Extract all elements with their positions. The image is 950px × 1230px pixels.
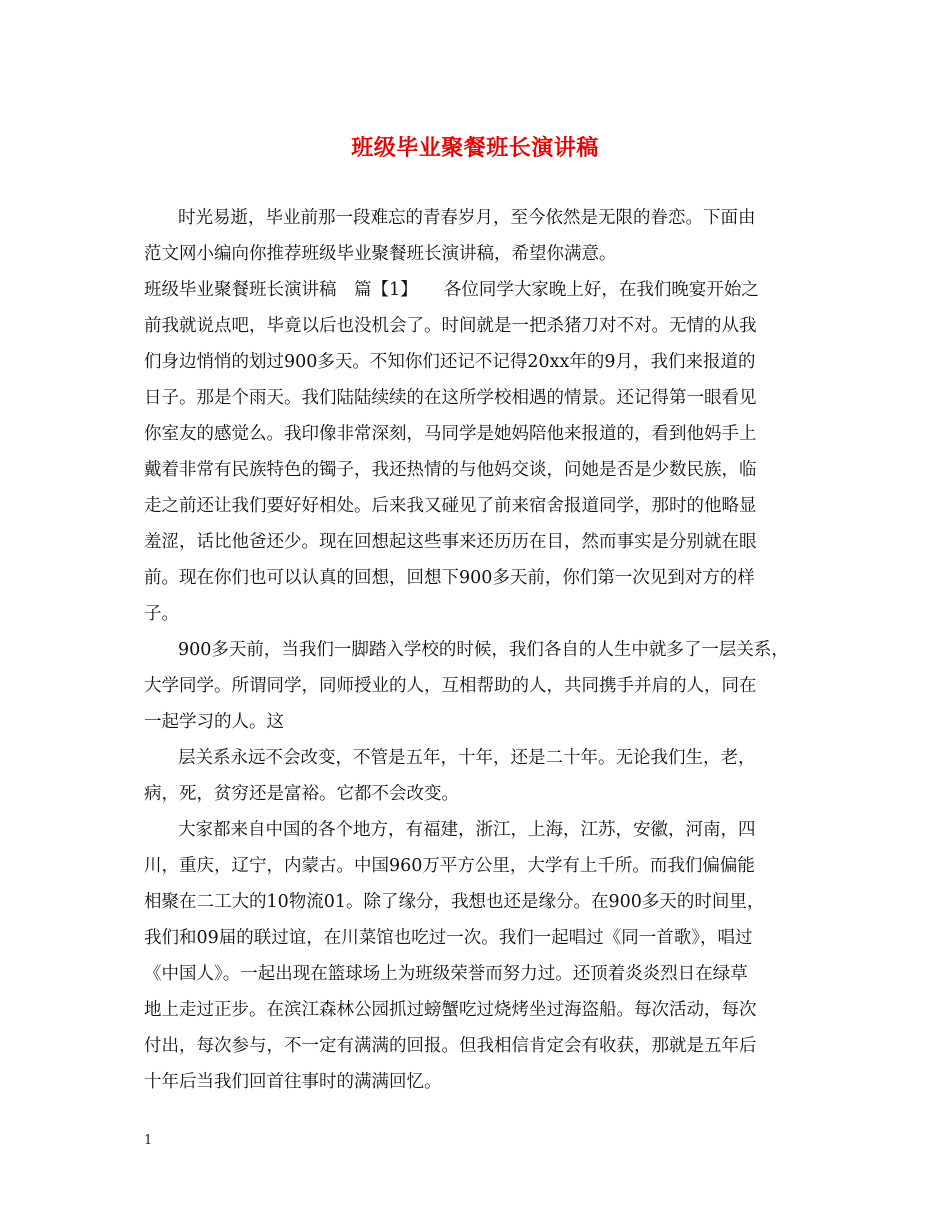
body-line: 戴着非常有民族特色的镯子，我还热情的与他妈交谈，问她是否是少数民族，临	[144, 460, 757, 480]
body-line: 层关系永远不会改变，不管是五年，十年，还是二十年。无论我们生，老，	[178, 748, 756, 768]
body-line: 走之前还让我们要好好相处。后来我又碰见了前来宿舍报道同学，那时的他略显	[144, 496, 757, 516]
body-line: 们身边悄悄的划过900多天。不知你们还记不记得20xx年的9月，我们来报道的	[144, 352, 756, 372]
body-line: 时光易逝，毕业前那一段难忘的青春岁月，至今依然是无限的眷恋。下面由	[178, 208, 756, 228]
document-title: 班级毕业聚餐班长演讲稿	[351, 135, 599, 161]
body-line: 付出，每次参与，不一定有满满的回报。但我相信肯定会有收获，那就是五年后	[144, 1036, 757, 1056]
body-line: 前我就说点吧，毕竟以后也没机会了。时间就是一把杀猪刀对不对。无情的从我	[144, 316, 757, 336]
body-line: 病，死，贫穷还是富裕。它都不会改变。	[144, 784, 459, 804]
body-line: 日子。那是个雨天。我们陆陆续续的在这所学校相遇的情景。还记得第一眼看见	[144, 388, 757, 408]
body-line: 我们和09届的联过谊，在川菜馆也吃过一次。我们一起唱过《同一首歌》，唱过	[144, 928, 753, 948]
body-line: 范文网小编向你推荐班级毕业聚餐班长演讲稿，希望你满意。	[144, 244, 617, 264]
body-line: 900多天前，当我们一脚踏入学校的时候，我们各自的人生中就多了一层关系，	[178, 640, 789, 660]
body-line: 十年后当我们回首往事时的满满回忆。	[144, 1072, 442, 1092]
body-line: 你室友的感觉么。我印像非常深刻，马同学是她妈陪他来报道的，看到他妈手上	[144, 424, 757, 444]
body-line: 地上走过正步。在滨江森林公园抓过螃蟹吃过烧烤坐过海盗船。每次活动，每次	[144, 1000, 757, 1020]
body-line: 《中国人》。一起出现在篮球场上为班级荣誉而努力过。还顶着炎炎烈日在绿草	[144, 964, 748, 984]
body-line: 一起学习的人。这	[144, 712, 284, 732]
body-line: 川，重庆，辽宁，内蒙古。中国960万平方公里，大学有上千所。而我们偏偏能	[144, 856, 755, 876]
body-line: 羞涩，话比他爸还少。现在回想起这些事来还历历在目，然而事实是分别就在眼	[144, 532, 757, 552]
body-line: 班级毕业聚餐班长演讲稿 篇【1】 各位同学大家晚上好，在我们晚宴开始之	[144, 280, 759, 300]
page-number: 1	[144, 1133, 153, 1148]
body-line: 相聚在二工大的10物流01。除了缘分，我想也还是缘分。在900多天的时间里，	[144, 892, 765, 912]
body-line: 大学同学。所谓同学，同师授业的人，互相帮助的人，共同携手并肩的人，同在	[144, 676, 757, 696]
body-line: 子。	[144, 604, 179, 624]
body-line: 大家都来自中国的各个地方，有福建，浙江，上海，江苏，安徽，河南，四	[178, 820, 756, 840]
body-line: 前。现在你们也可以认真的回想，回想下900多天前，你们第一次见到对方的样	[144, 568, 755, 588]
